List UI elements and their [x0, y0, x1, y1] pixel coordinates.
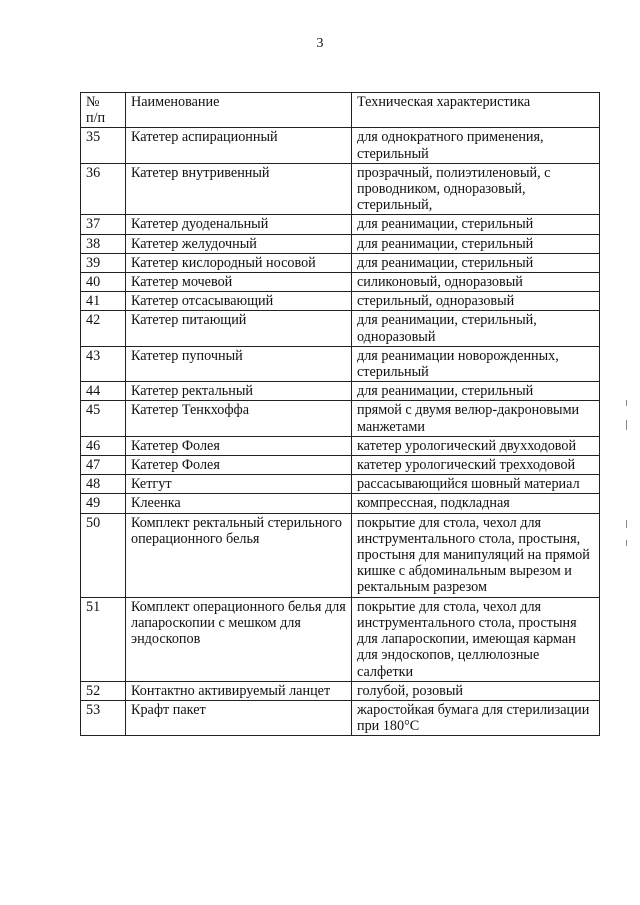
- row-number: 39: [81, 253, 126, 272]
- table-header-row: [81, 93, 600, 128]
- row-name: Катетер ректальный: [126, 382, 352, 401]
- row-characteristic: прозрачный, полиэтиленовый, с проводником, одноразовый, стерильный,: [352, 163, 600, 215]
- table-row: [81, 273, 600, 292]
- row-name: Катетер Фолея: [126, 456, 352, 475]
- row-name: Комплект операционного белья для лапароскопии с мешком для эндоскопов: [126, 597, 352, 681]
- row-characteristic: рассасывающийся шовный материал: [352, 475, 600, 494]
- row-number: 49: [81, 494, 126, 513]
- table-row: [81, 346, 600, 381]
- table-row: [81, 163, 600, 215]
- row-name: Катетер питающий: [126, 311, 352, 346]
- row-number: 38: [81, 234, 126, 253]
- table-row: [81, 456, 600, 475]
- row-name: Катетер мочевой: [126, 273, 352, 292]
- row-number: 53: [81, 700, 126, 735]
- table-row: [81, 494, 600, 513]
- table-row: [81, 401, 600, 436]
- row-number: 44: [81, 382, 126, 401]
- table-row: [81, 234, 600, 253]
- row-characteristic: компрессная, подкладная: [352, 494, 600, 513]
- row-characteristic: катетер урологический двухходовой: [352, 436, 600, 455]
- table-row: [81, 475, 600, 494]
- row-number: 35: [81, 128, 126, 163]
- row-characteristic: для реанимации, стерильный: [352, 382, 600, 401]
- row-characteristic: для однократного применения, стерильный: [352, 128, 600, 163]
- page-number: 3: [316, 36, 324, 51]
- row-characteristic: прямой с двумя велюр-дакроновыми манжетами: [352, 401, 600, 436]
- row-number: 47: [81, 456, 126, 475]
- row-number: 37: [81, 215, 126, 234]
- row-name: Крафт пакет: [126, 700, 352, 735]
- row-characteristic: для реанимации, стерильный: [352, 215, 600, 234]
- row-number: 42: [81, 311, 126, 346]
- table-row: [81, 700, 600, 735]
- row-characteristic: стерильный, одноразовый: [352, 292, 600, 311]
- table-row: [81, 513, 600, 597]
- row-name: Катетер пупочный: [126, 346, 352, 381]
- row-characteristic: для реанимации, стерильный, одноразовый: [352, 311, 600, 346]
- row-characteristic: силиконовый, одноразовый: [352, 273, 600, 292]
- header-characteristic: Техническая характеристика: [352, 93, 600, 128]
- table-row: [81, 382, 600, 401]
- table-row: [81, 311, 600, 346]
- row-number: 41: [81, 292, 126, 311]
- row-name: Катетер Тенкхоффа: [126, 401, 352, 436]
- table-row: [81, 253, 600, 272]
- row-number: 50: [81, 513, 126, 597]
- equipment-table: [80, 92, 600, 736]
- row-name: Катетер кислородный носовой: [126, 253, 352, 272]
- table-row: [81, 681, 600, 700]
- row-name: Катетер аспирационный: [126, 128, 352, 163]
- row-characteristic: покрытие для стола, чехол для инструментального стола, простыня для лапароскопии, имеющая карман для эндоскопов, целлюлозные салфетки: [352, 597, 600, 681]
- row-name: Кетгут: [126, 475, 352, 494]
- row-characteristic: катетер урологический трехходовой: [352, 456, 600, 475]
- scan-margin-marks: [624, 400, 630, 550]
- row-name: Катетер Фолея: [126, 436, 352, 455]
- row-number: 40: [81, 273, 126, 292]
- row-name: Контактно активируемый ланцет: [126, 681, 352, 700]
- row-number: 52: [81, 681, 126, 700]
- row-characteristic: покрытие для стола, чехол для инструментального стола, простыня, простыня для манипуляций на прямой кишке с абдоминальным вырезом и ректальным разрезом: [352, 513, 600, 597]
- table-row: [81, 215, 600, 234]
- row-characteristic: голубой, розовый: [352, 681, 600, 700]
- row-name: Катетер отсасывающий: [126, 292, 352, 311]
- row-name: Клеенка: [126, 494, 352, 513]
- row-number: 51: [81, 597, 126, 681]
- row-number: 48: [81, 475, 126, 494]
- row-number: 45: [81, 401, 126, 436]
- row-name: Катетер желудочный: [126, 234, 352, 253]
- row-name: Комплект ректальный стерильного операционного белья: [126, 513, 352, 597]
- table-row: [81, 292, 600, 311]
- row-number: 43: [81, 346, 126, 381]
- row-number: 46: [81, 436, 126, 455]
- row-name: Катетер внутривенный: [126, 163, 352, 215]
- row-characteristic: жаростойкая бумага для стерилизации при 180°С: [352, 700, 600, 735]
- header-name: Наименование: [126, 93, 352, 128]
- row-characteristic: для реанимации новорожденных, стерильный: [352, 346, 600, 381]
- row-characteristic: для реанимации, стерильный: [352, 253, 600, 272]
- header-number: № п/п: [81, 93, 126, 128]
- table-row: [81, 436, 600, 455]
- row-characteristic: для реанимации, стерильный: [352, 234, 600, 253]
- table-row: [81, 597, 600, 681]
- row-name: Катетер дуоденальный: [126, 215, 352, 234]
- row-number: 36: [81, 163, 126, 215]
- table-row: [81, 128, 600, 163]
